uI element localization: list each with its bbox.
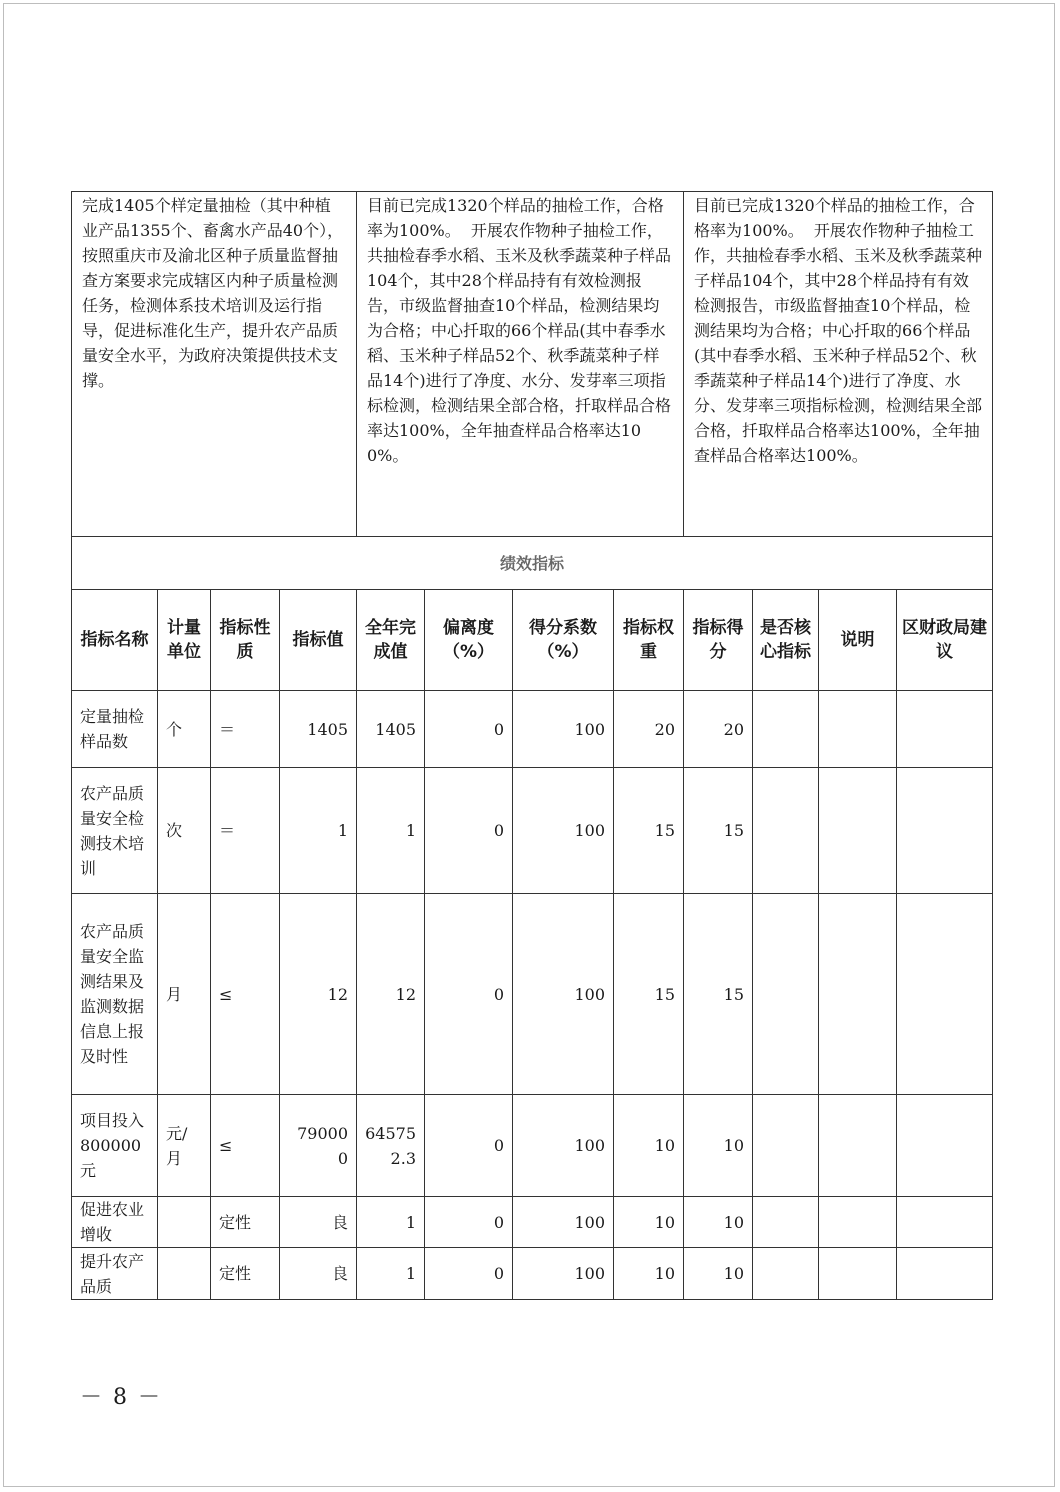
review-opinion-cell: 目前已完成1320个样品的抽检工作，合格率为100%。 开展农作物种子抽检工作，共抽检春季水稻、玉米及秋季蔬菜种子样品104个，其中28个样品持有有效检测报告，市级监督抽查10个样品，检测结果均为合格；中心扦取的66个样品(其中春季水稻、玉米种子样品52个、秋季蔬菜种子样品14个)进行了净度、水分、发芽率三项指标检测，检测结果全部合格，扦取样品合格率达100%，全年抽查样品合格率达100%。 [684, 192, 993, 537]
cell-name: 提升农产品质 [72, 1248, 158, 1300]
cell-deviation: 0 [425, 691, 513, 768]
cell-nature: ≤ [211, 894, 280, 1095]
column-header: 指标值 [280, 590, 357, 691]
cell-weight: 15 [614, 768, 684, 894]
cell-nature: ＝ [211, 768, 280, 894]
cell-coef: 100 [513, 1197, 614, 1248]
page-number: － 8 － [80, 1385, 162, 1410]
cell-note [819, 1197, 897, 1248]
column-header: 区财政局建议 [897, 590, 993, 691]
cell-score: 15 [684, 768, 753, 894]
cell-deviation: 0 [425, 894, 513, 1095]
cell-actual: 1405 [357, 691, 425, 768]
section-title-row [72, 537, 993, 590]
cell-target: 1405 [280, 691, 357, 768]
column-header: 指标性质 [211, 590, 280, 691]
cell-core [753, 894, 819, 1095]
cell-deviation: 0 [425, 768, 513, 894]
cell-nature: ＝ [211, 691, 280, 768]
cell-score: 20 [684, 691, 753, 768]
cell-deviation: 0 [425, 1095, 513, 1197]
cell-weight: 10 [614, 1095, 684, 1197]
table-body [72, 691, 993, 1300]
cell-suggest [897, 1197, 993, 1248]
cell-actual: 1 [357, 1248, 425, 1300]
cell-score: 10 [684, 1248, 753, 1300]
cell-coef: 100 [513, 894, 614, 1095]
section-title: 绩效指标 [72, 537, 993, 590]
cell-score: 10 [684, 1197, 753, 1248]
cell-note [819, 691, 897, 768]
column-header: 指标权重 [614, 590, 684, 691]
cell-suggest [897, 894, 993, 1095]
column-header: 说明 [819, 590, 897, 691]
table-row [72, 1248, 993, 1300]
cell-note [819, 768, 897, 894]
cell-suggest [897, 1095, 993, 1197]
cell-actual: 12 [357, 894, 425, 1095]
cell-name: 农产品质量安全监测结果及监测数据信息上报及时性 [72, 894, 158, 1095]
actual-completion-cell: 目前已完成1320个样品的抽检工作，合格率为100%。 开展农作物种子抽检工作，共抽检春季水稻、玉米及秋季蔬菜种子样品104个，其中28个样品持有有效检测报告，市级监督抽查10个样品，检测结果均为合格；中心扦取的66个样品(其中春季水稻、玉米种子样品52个、秋季蔬菜种子样品14个)进行了净度、水分、发芽率三项指标检测，检测结果全部合格，扦取样品合格率达100%，全年抽查样品合格率达100%。 [357, 192, 684, 537]
table-row [72, 768, 993, 894]
cell-weight: 20 [614, 691, 684, 768]
cell-coef: 100 [513, 691, 614, 768]
cell-name: 农产品质量安全检测技术培训 [72, 768, 158, 894]
table-row [72, 691, 993, 768]
cell-target: 790000 [280, 1095, 357, 1197]
cell-actual: 1 [357, 768, 425, 894]
cell-core [753, 768, 819, 894]
cell-unit [158, 1248, 211, 1300]
cell-suggest [897, 768, 993, 894]
column-header: 偏离度（%） [425, 590, 513, 691]
table-header-row [72, 590, 993, 691]
cell-actual: 645752.3 [357, 1095, 425, 1197]
cell-suggest [897, 691, 993, 768]
cell-unit: 月 [158, 894, 211, 1095]
cell-weight: 10 [614, 1197, 684, 1248]
column-header: 指标名称 [72, 590, 158, 691]
cell-suggest [897, 1248, 993, 1300]
cell-core [753, 1095, 819, 1197]
column-header: 指标得分 [684, 590, 753, 691]
table-row [72, 1095, 993, 1197]
cell-note [819, 1095, 897, 1197]
cell-coef: 100 [513, 1248, 614, 1300]
cell-target: 12 [280, 894, 357, 1095]
cell-unit: 次 [158, 768, 211, 894]
cell-core [753, 1197, 819, 1248]
goal-completion-row [72, 192, 993, 537]
cell-nature: 定性 [211, 1248, 280, 1300]
cell-note [819, 1248, 897, 1300]
cell-name: 项目投入800000元 [72, 1095, 158, 1197]
cell-actual: 1 [357, 1197, 425, 1248]
cell-coef: 100 [513, 1095, 614, 1197]
table-row [72, 894, 993, 1095]
cell-deviation: 0 [425, 1248, 513, 1300]
cell-weight: 15 [614, 894, 684, 1095]
cell-score: 10 [684, 1095, 753, 1197]
cell-name: 定量抽检样品数 [72, 691, 158, 768]
cell-target: 1 [280, 768, 357, 894]
column-header: 计量单位 [158, 590, 211, 691]
column-header: 得分系数（%） [513, 590, 614, 691]
performance-table [71, 191, 993, 1300]
cell-coef: 100 [513, 768, 614, 894]
cell-note [819, 894, 897, 1095]
cell-score: 15 [684, 894, 753, 1095]
cell-weight: 10 [614, 1248, 684, 1300]
column-header: 全年完成值 [357, 590, 425, 691]
annual-goal-cell: 完成1405个样定量抽检（其中种植业产品1355个、畜禽水产品40个），按照重庆市及渝北区种子质量监督抽查方案要求完成辖区内种子质量检测任务，检测体系技术培训及运行指导，促进标准化生产，提升农产品质量安全水平，为政府决策提供技术支撑。 [72, 192, 357, 537]
cell-unit: 个 [158, 691, 211, 768]
cell-core [753, 1248, 819, 1300]
cell-name: 促进农业增收 [72, 1197, 158, 1248]
cell-core [753, 691, 819, 768]
column-header: 是否核心指标 [753, 590, 819, 691]
cell-nature: 定性 [211, 1197, 280, 1248]
cell-nature: ≤ [211, 1095, 280, 1197]
cell-deviation: 0 [425, 1197, 513, 1248]
cell-unit [158, 1197, 211, 1248]
cell-target: 良 [280, 1197, 357, 1248]
cell-target: 良 [280, 1248, 357, 1300]
cell-unit: 元/月 [158, 1095, 211, 1197]
table-row [72, 1197, 993, 1248]
